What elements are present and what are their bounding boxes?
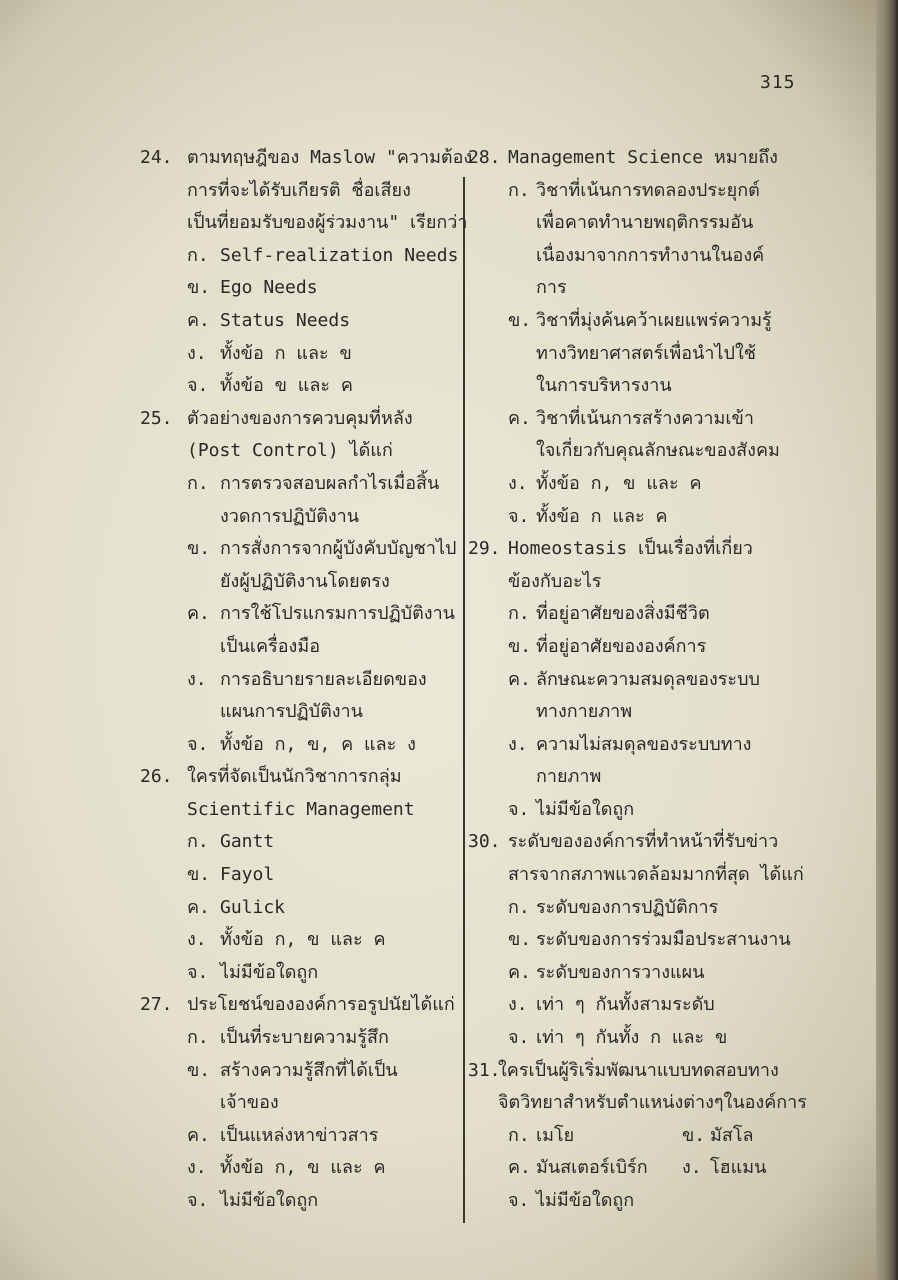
option-text: ไม่มีข้อใดถูก	[536, 1190, 635, 1211]
left-column	[140, 142, 473, 1218]
option-continuation	[140, 1087, 462, 1120]
option-continuation	[468, 761, 808, 794]
option	[468, 1022, 808, 1055]
option-text: ยังผู้ปฏิบัติงานโดยตรง	[220, 570, 390, 592]
question-text: ใครที่จัดเป็นนักวิชาการกลุ่ม	[187, 766, 402, 788]
option-pair	[468, 1152, 808, 1185]
option-text: เป็นเครื่องมือ	[220, 635, 321, 657]
option-letter: ข.	[508, 929, 532, 951]
option-continuation	[468, 207, 808, 240]
option-text: ที่อยู่อาศัยของสิ่งมีชีวิต	[536, 603, 710, 625]
option-letter: จ.	[508, 798, 530, 820]
option-letter: ข.	[187, 277, 211, 299]
question-number: 24.	[140, 147, 173, 168]
option	[140, 924, 462, 957]
option-letter: จ.	[187, 1190, 209, 1211]
option-letter: ค.	[508, 668, 531, 690]
option-text: ระดับของการวางแผน	[536, 961, 705, 983]
option	[140, 1022, 462, 1055]
option-letter: จ.	[187, 961, 209, 983]
option	[468, 729, 808, 762]
question-number: 29.	[468, 538, 501, 560]
option-continuation	[468, 240, 808, 273]
option-text: สร้างความรู้สึกที่ได้เป็น	[220, 1059, 398, 1081]
option-text: เท่า ๆ กันทั้ง ก และ ข	[536, 1027, 728, 1049]
option-text: มันสเตอร์เบิร์ก	[536, 1157, 648, 1179]
option-text: ที่อยู่อาศัยขององค์การ	[536, 635, 707, 657]
option-letter: ง.	[187, 929, 207, 951]
option-text: การอธิบายรายละเอียดของ	[220, 668, 427, 690]
option-text: ทางวิทยาศาสตร์เพื่อนำไปใช้	[536, 342, 756, 364]
option	[140, 957, 462, 990]
option-text: เพื่อคาดทำนายพฤติกรรมอัน	[536, 212, 754, 234]
option-letter: จ.	[187, 375, 209, 397]
option	[468, 175, 808, 208]
option-continuation	[468, 696, 808, 729]
option-text: Self-realization Needs	[220, 244, 459, 266]
option-letter: ก.	[187, 244, 209, 266]
option-letter: ก.	[508, 179, 530, 201]
option-continuation	[468, 272, 808, 305]
option-letter: ค.	[187, 1124, 210, 1146]
option-text: เนื่องมาจากการทำงานในองค์	[536, 244, 765, 266]
option	[468, 664, 808, 697]
question-text: เป็นที่ยอมรับของผู้ร่วมงาน" เรียกว่า	[187, 212, 468, 234]
option	[468, 1185, 808, 1218]
option-text: ทั้งข้อ ก และ ค	[536, 505, 668, 527]
option-continuation	[140, 631, 462, 664]
option-text: เจ้าของ	[220, 1092, 279, 1114]
option-continuation	[468, 370, 808, 403]
column-divider	[463, 177, 465, 1223]
option	[140, 468, 462, 501]
option	[468, 598, 808, 631]
option-text: ทั้งข้อ ก, ข และ ค	[220, 1157, 386, 1179]
question-29-line	[468, 533, 808, 566]
option	[140, 892, 462, 925]
option-text: ระดับของการร่วมมือประสานงาน	[536, 929, 791, 951]
question-25-line	[140, 435, 462, 468]
question-text: Management Science หมายถึง	[508, 147, 778, 168]
option-text: Status Needs	[220, 309, 351, 331]
question-24-line	[140, 175, 462, 208]
question-number: 28.	[468, 147, 501, 168]
option-text: การตรวจสอบผลกำไรเมื่อสิ้น	[220, 472, 440, 494]
option-continuation	[140, 566, 462, 599]
option-text: เท่า ๆ กันทั้งสามระดับ	[536, 994, 715, 1016]
question-31-line	[468, 1055, 808, 1088]
question-number: 26.	[140, 766, 173, 788]
option-text: ในการบริหารงาน	[536, 375, 672, 397]
question-number: 30.	[468, 831, 501, 853]
option-letter: จ.	[508, 505, 530, 527]
option-text: Fayol	[220, 864, 275, 886]
option-continuation	[140, 501, 462, 534]
option-text: ทั้งข้อ ก, ข และ ค	[220, 929, 386, 951]
option	[140, 305, 462, 338]
option-letter: ค.	[187, 896, 210, 918]
option-letter: ก.	[187, 472, 209, 494]
option-letter: ข.	[508, 635, 532, 657]
question-31-line	[468, 1087, 808, 1120]
question-number: 25.	[140, 407, 173, 429]
option-letter: จ.	[508, 1027, 530, 1049]
option-text: กายภาพ	[536, 766, 602, 788]
option-text: งวดการปฏิบัติงาน	[220, 505, 360, 527]
option	[140, 240, 462, 273]
option-text: มัสโล	[710, 1124, 754, 1146]
option-text: Gulick	[220, 896, 286, 918]
option	[468, 989, 808, 1022]
question-text: (Post Control) ได้แก่	[187, 440, 393, 462]
question-text: Homeostasis เป็นเรื่องที่เกี่ยว	[508, 538, 753, 560]
option-letter: จ.	[187, 733, 209, 755]
option-text: ไม่มีข้อใดถูก	[536, 798, 635, 820]
option	[140, 533, 462, 566]
option	[468, 957, 808, 990]
option-letter: ง.	[682, 1157, 702, 1179]
option-text: วิชาที่เน้นการสร้างความเข้า	[536, 407, 754, 429]
question-text: ตัวอย่างของการควบคุมที่หลัง	[187, 407, 413, 429]
option-letter: ข.	[508, 309, 532, 331]
option	[468, 924, 808, 957]
question-text: ระดับขององค์การที่ทำหน้าที่รับข่าว	[508, 831, 779, 853]
option-letter: ค.	[508, 407, 531, 429]
option-text: วิชาที่เน้นการทดลองประยุกต์	[536, 179, 760, 201]
option-letter: ก.	[508, 896, 530, 918]
option-text: การ	[536, 277, 567, 299]
option-text: ทั้งข้อ ก, ข และ ค	[536, 472, 702, 494]
option-letter: ง.	[508, 994, 528, 1016]
question-text: สารจากสภาพแวดล้อมมากที่สุด ได้แก่	[508, 864, 804, 886]
question-28-line	[468, 142, 808, 175]
option-text: เป็นที่ระบายความรู้สึก	[220, 1027, 389, 1049]
option-letter: ข.	[187, 1059, 211, 1081]
option-letter: ง.	[187, 1157, 207, 1179]
question-30-line	[468, 859, 808, 892]
option-text: ไม่มีข้อใดถูก	[220, 1190, 319, 1211]
question-24-line	[140, 142, 473, 175]
question-text: ข้องกับอะไร	[508, 570, 602, 592]
option-letter: ค.	[508, 961, 531, 983]
option-text: ทางกายภาพ	[536, 701, 633, 723]
page-number: 315	[760, 72, 796, 93]
option-text: ไม่มีข้อใดถูก	[220, 961, 319, 983]
option-letter: ข.	[187, 538, 211, 560]
option-continuation	[468, 338, 808, 371]
option-text: แผนการปฏิบัติงาน	[220, 701, 363, 723]
question-text: จิตวิทยาสำหรับตำแหน่งต่างๆในองค์การ	[498, 1092, 807, 1114]
option-letter: ง.	[508, 472, 528, 494]
option-continuation	[140, 696, 462, 729]
question-text: ประโยชน์ขององค์การอรูปนัยได้แก่	[187, 994, 455, 1016]
question-29-line	[468, 566, 808, 599]
question-26-line	[140, 794, 462, 827]
option-text: เป็นแหล่งหาข่าวสาร	[220, 1124, 379, 1146]
question-text: ตามทฤษฎีของ Maslow "ความต้อง	[187, 147, 473, 168]
option-letter: ข.	[187, 864, 211, 886]
option	[140, 1152, 462, 1185]
question-number: 27.	[140, 994, 173, 1016]
option-text: การใช้โปรแกรมการปฏิบัติงาน	[220, 603, 455, 625]
question-26-line	[140, 761, 462, 794]
option	[140, 598, 462, 631]
option	[140, 1120, 462, 1153]
option-continuation	[468, 435, 808, 468]
option	[140, 338, 462, 371]
option-letter: ก.	[187, 1027, 209, 1049]
right-column	[468, 142, 808, 1218]
option	[140, 370, 462, 403]
option	[468, 305, 808, 338]
option	[140, 272, 462, 305]
question-30-line	[468, 826, 808, 859]
option	[140, 1055, 462, 1088]
option-letter: ก.	[187, 831, 209, 853]
option-letter: จ.	[508, 1190, 530, 1211]
option-text: การสั่งการจากผู้บังคับบัญชาไป	[220, 538, 457, 560]
option-letter: ข.	[682, 1124, 706, 1146]
option-text: Ego Needs	[220, 277, 318, 299]
option-letter: ก.	[508, 603, 530, 625]
option-text: ความไม่สมดุลของระบบทาง	[536, 733, 752, 755]
option-text: ทั้งข้อ ก, ข, ค และ ง	[220, 733, 416, 755]
question-24-line	[140, 207, 468, 240]
option	[468, 403, 808, 436]
option-text: ใจเกี่ยวกับคุณลักษณะของสังคม	[536, 440, 780, 462]
option	[468, 892, 808, 925]
option-letter: ค.	[508, 1157, 531, 1179]
option-text: วิชาที่มุ่งค้นคว้าเผยแพร่ความรู้	[536, 309, 772, 331]
option	[140, 826, 462, 859]
option-letter: ง.	[187, 668, 207, 690]
book-spine	[876, 0, 898, 1280]
option-text: เมโย	[536, 1124, 575, 1146]
option-letter: ก.	[508, 1124, 530, 1146]
option-letter: ง.	[187, 342, 207, 364]
question-text: การที่จะได้รับเกียรติ ชื่อเสียง	[187, 179, 411, 201]
option	[468, 631, 808, 664]
question-25-line	[140, 403, 462, 436]
question-number: 31.	[468, 1059, 501, 1081]
option-letter: ค.	[187, 603, 210, 625]
option	[140, 859, 462, 892]
question-text: Scientific Management	[187, 798, 415, 820]
option-text: ลักษณะความสมดุลของระบบ	[536, 668, 760, 690]
option-letter: ง.	[508, 733, 528, 755]
option-text: ทั้งข้อ ก และ ข	[220, 342, 352, 364]
option-letter: ค.	[187, 309, 210, 331]
option-text: ระดับของการปฏิบัติการ	[536, 896, 719, 918]
option-text: Gantt	[220, 831, 275, 853]
question-27-line	[140, 989, 462, 1022]
option	[140, 664, 462, 697]
option-text: โฮแมน	[710, 1157, 767, 1179]
option	[468, 794, 808, 827]
option-text: ทั้งข้อ ข และ ค	[220, 375, 353, 397]
option	[140, 729, 462, 762]
option	[468, 501, 808, 534]
option-pair	[468, 1120, 808, 1153]
question-text: ใครเป็นผู้ริเริ่มพัฒนาแบบทดสอบทาง	[498, 1059, 779, 1081]
option	[140, 1185, 462, 1218]
option	[468, 468, 808, 501]
